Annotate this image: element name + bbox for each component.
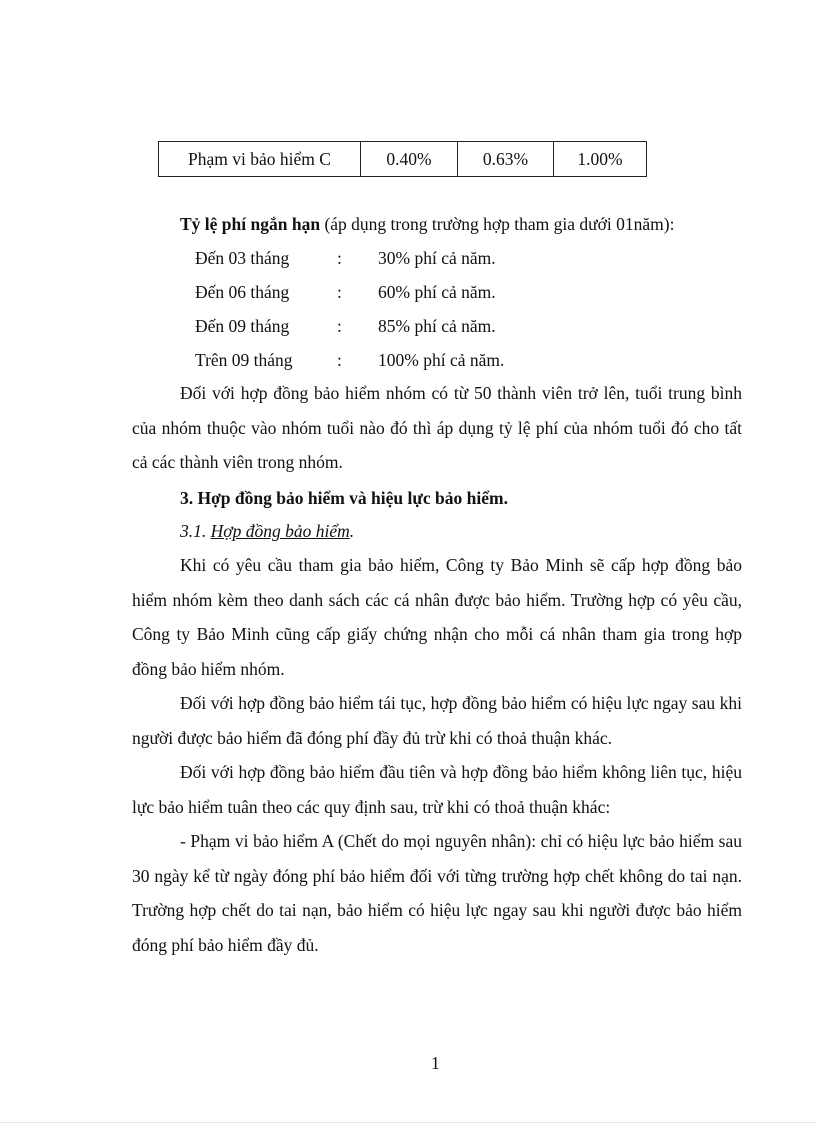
table-cell-value: 1.00%	[577, 149, 623, 169]
section-heading: 3. Hợp đồng bảo hiểm và hiệu lực bảo hiểm.	[180, 488, 508, 508]
short-term-sep: :	[337, 350, 342, 370]
short-term-value: 100% phí cả năm.	[378, 350, 505, 370]
short-term-value: 60% phí cả năm.	[378, 282, 496, 302]
short-term-sep: :	[337, 282, 342, 302]
paragraph-first-contract: Đối với hợp đồng bảo hiểm đầu tiên và hợp đồng bảo hiểm không liên tục, hiệu lực bảo hiểm tuân theo các quy định sau, trừ khi có thoả thuận khác:	[132, 762, 742, 817]
short-term-sep: :	[337, 316, 342, 336]
short-term-heading-bold: Tỷ lệ phí ngắn hạn	[180, 214, 321, 234]
short-term-period: Đến 03 tháng	[195, 248, 290, 268]
page-number: 1	[431, 1053, 440, 1073]
short-term-value: 85% phí cả năm.	[378, 316, 496, 336]
paragraph-scope-a: - Phạm vi bảo hiểm A (Chết do mọi nguyên nhân): chỉ có hiệu lực bảo hiểm sau 30 ngày kể từ ngày đóng phí bảo hiểm đối với từng trường hợp chết không do tai nạn. Trường hợp chết do tai nạn, bảo hiểm có hiệu lực ngay sau khi người được bảo hiểm đóng phí bảo hiểm đầy đủ.	[132, 831, 742, 955]
table-cell-value: 0.40%	[361, 142, 458, 176]
short-term-heading	[180, 214, 674, 234]
short-term-period: Đến 09 tháng	[195, 316, 290, 336]
short-term-period: Đến 06 tháng	[195, 282, 290, 302]
short-term-heading-rest: (áp dụng trong trường hợp tham gia dưới 01năm):	[320, 214, 675, 234]
paragraph-renewal: Đối với hợp đồng bảo hiểm tái tục, hợp đồng bảo hiểm có hiệu lực ngay sau khi người được bảo hiểm đã đóng phí đầy đủ trừ khi có thoả thuận khác.	[132, 693, 742, 748]
subsection-trail: .	[349, 521, 355, 541]
paragraph-contract: Khi có yêu cầu tham gia bảo hiểm, Công ty Bảo Minh sẽ cấp hợp đồng bảo hiểm nhóm kèm theo danh sách các cá nhân được bảo hiểm. Trường hợp có yêu cầu, Công ty Bảo Minh cũng cấp giấy chứng nhận cho mỗi cá nhân tham gia trong hợp đồng bảo hiểm nhóm.	[132, 555, 742, 679]
subsection-title: Hợp đồng bảo hiểm	[210, 521, 350, 541]
table-cell-label: Phạm vi bảo hiểm C	[159, 142, 361, 176]
short-term-sep: :	[337, 248, 342, 268]
rate-table	[158, 141, 647, 177]
short-term-value: 30% phí cả năm.	[378, 248, 496, 268]
subsection-number: 3.1.	[180, 521, 207, 541]
short-term-period: Trên 09 tháng	[195, 350, 293, 370]
table-cell-value: 0.63%	[458, 142, 554, 176]
paragraph-group-rate: Đối với hợp đồng bảo hiểm nhóm có từ 50 thành viên trở lên, tuổi trung bình của nhóm thuộc vào nhóm tuổi nào đó thì áp dụng tỷ lệ phí của nhóm tuổi đó cho tất cả các thành viên trong nhóm.	[132, 383, 742, 472]
subsection-heading	[180, 521, 354, 541]
